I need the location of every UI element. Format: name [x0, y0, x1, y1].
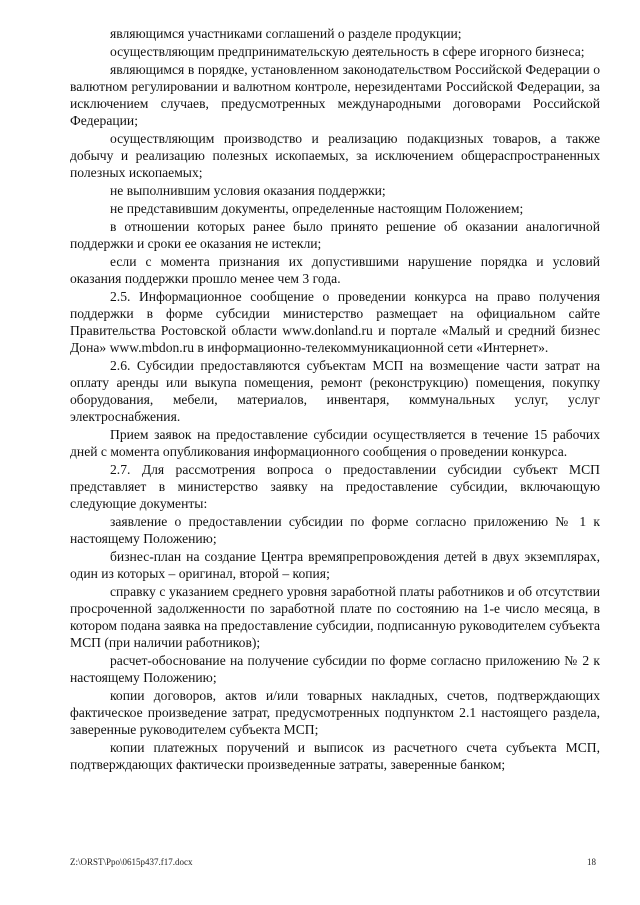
- paragraph: 2.5. Информационное сообщение о проведении конкурса на право получения поддержки в форме субсидии министерство размещает на официальном сайте Правительства Ростовской области www.donland.ru и портале «Малый и средний бизнес Дона» www.mbdon.ru в информационно-телекоммуникационной сети «Интернет».: [70, 289, 600, 355]
- paragraph: бизнес-план на создание Центра времяпрепровождения детей в двух экземплярах, один из которых – оригинал, второй – копия;: [70, 549, 600, 581]
- paragraph: если с момента признания их допустившими нарушение порядка и условий оказания поддержки прошло менее чем 3 года.: [70, 254, 600, 286]
- paragraph: Прием заявок на предоставление субсидии осуществляется в течение 15 рабочих дней с момента опубликования информационного сообщения о проведении конкурса.: [70, 427, 600, 459]
- paragraph: 2.7. Для рассмотрения вопроса о предоставлении субсидии субъект МСП представляет в министерство заявку на предоставление субсидии, включающую следующие документы:: [70, 462, 600, 511]
- paragraph: копии платежных поручений и выписок из расчетного счета субъекта МСП, подтверждающих фактически произведенные затраты, заверенные банком;: [70, 740, 600, 772]
- paragraph: расчет-обоснование на получение субсидии по форме согласно приложению № 2 к настоящему Положению;: [70, 653, 600, 685]
- paragraph: не выполнившим условия оказания поддержки;: [110, 183, 386, 198]
- paragraph: в отношении которых ранее было принято решение об оказании аналогичной поддержки и сроки ее оказания не истекли;: [70, 219, 600, 251]
- paragraph: 2.6. Субсидии предоставляются субъектам МСП на возмещение части затрат на оплату аренды или выкупа помещения, ремонт (реконструкцию) помещения, покупку оборудования, мебели, материалов, инвентаря, коммунальных услуг, услуг электроснабжения.: [70, 358, 600, 424]
- file-path: Z:\ORST\Ppo\0615p437.f17.docx: [70, 857, 193, 867]
- paragraph: осуществляющим предпринимательскую деятельность в сфере игорного бизнеса;: [110, 44, 585, 59]
- paragraph: осуществляющим производство и реализацию подакцизных товаров, а также добычу и реализацию полезных ископаемых, за исключением общераспространенных полезных ископаемых;: [70, 131, 600, 180]
- paragraph: являющимся участниками соглашений о разделе продукции;: [110, 26, 462, 41]
- paragraph: копии договоров, актов и/или товарных накладных, счетов, подтверждающих фактическое произведение затрат, предусмотренных подпунктом 2.1 настоящего раздела, заверенные руководителем субъекта МСП;: [70, 688, 600, 737]
- page-number: 18: [587, 857, 596, 867]
- paragraph: являющимся в порядке, установленном законодательством Российской Федерации о валютном регулировании и валютном контроле, нерезидентами Российской Федерации, за исключением случаев, предусмотренных международными договорами Российской Федерации;: [70, 62, 600, 128]
- document-body: [70, 25, 600, 774]
- paragraph: справку с указанием среднего уровня заработной платы работников и об отсутствии просроченной задолженности по заработной плате по состоянию на 1-е число месяца, в котором подана заявка на предоставление субсидии, подписанную руководителем субъекта МСП (при наличии работников);: [70, 584, 600, 650]
- paragraph: заявление о предоставлении субсидии по форме согласно приложению № 1 к настоящему Положению;: [70, 514, 600, 546]
- paragraph: не представившим документы, определенные настоящим Положением;: [110, 201, 524, 216]
